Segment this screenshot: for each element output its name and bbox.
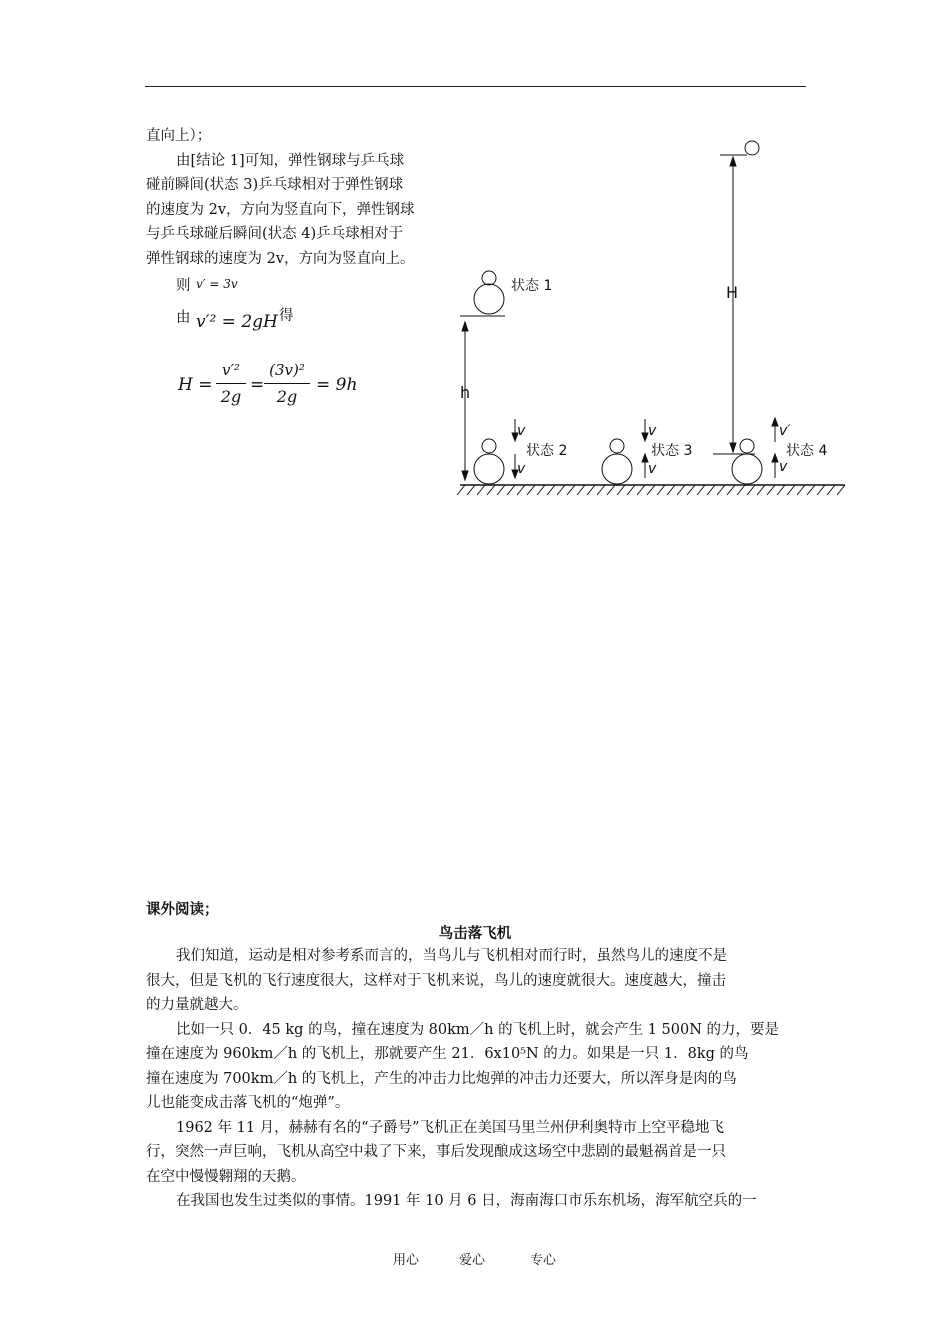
text-line: 碰前瞬间(状态 3)乒乓球相对于弹性钢球 xyxy=(146,177,404,193)
steel-ball-state3 xyxy=(602,454,632,484)
eq-rhs: = 9h xyxy=(316,375,358,395)
footer-text-a: 用心 xyxy=(393,1253,420,1268)
word-de: 得 xyxy=(279,308,294,324)
fraction-1-denominator: 2g xyxy=(220,387,242,406)
text-line: 直向上）； xyxy=(146,128,212,144)
text-line: 由[结论 1]可知，弹性钢球与乒乓球 xyxy=(176,152,405,169)
pingpong-ball-state4 xyxy=(740,439,754,453)
pingpong-ball-state2 xyxy=(482,439,496,453)
fraction-1-numerator: v′² xyxy=(222,361,240,379)
text-line: 很大，但是飞机的飞行速度很大，这样对于飞机来说，鸟儿的速度就很大。速度越大，撞击 xyxy=(146,972,726,989)
left-column-text xyxy=(146,124,451,271)
word-you: 由 xyxy=(176,310,191,326)
eq-lhs: H = xyxy=(178,375,213,395)
label-v: v xyxy=(779,459,788,475)
text-line: 行，突然一声巨响，飞机从高空中栽了下来，事后发现酿成这场空中悲剧的最魁祸首是一只 xyxy=(146,1144,726,1160)
section-heading: 课外阅读； xyxy=(146,902,219,918)
fraction-1 xyxy=(216,360,246,407)
text-line: 撞在速度为 960km／h 的飞机上，那就要产生 21．6x10⁵N 的力。如果是一只 1．8kg 的鸟 xyxy=(146,1046,749,1062)
label-v: v xyxy=(517,423,526,439)
equation-height xyxy=(178,360,368,420)
fraction-2-denominator: 2g xyxy=(276,387,298,406)
text-line: 1962 年 11 月，赫赫有名的“子爵号”飞机正在美国马里兰州伊利奥特市上空平稳地飞 xyxy=(176,1119,725,1136)
physics-diagram xyxy=(455,130,850,515)
article-title: 鸟击落飞机 xyxy=(438,926,512,942)
text-line: 儿也能变成击落飞机的“炮弹”。 xyxy=(146,1095,350,1111)
fraction-2 xyxy=(264,360,310,407)
pingpong-ball-state3 xyxy=(610,439,624,453)
equation-energy: v′² = 2gH xyxy=(196,312,278,332)
label-H: H xyxy=(726,283,739,302)
label-state1: 状态 1 xyxy=(511,278,553,294)
fraction-2-numerator: (3v)² xyxy=(269,361,305,379)
footer-text-b: 爱心 xyxy=(459,1253,486,1268)
label-h: h xyxy=(460,383,471,402)
pingpong-ball-top xyxy=(745,141,759,155)
label-v-prime: v′ xyxy=(779,423,791,439)
steel-ball-state4 xyxy=(732,454,762,484)
text-line: 的速度为 2v，方向为竖直向下，弹性钢球 xyxy=(146,201,415,218)
steel-ball-state1 xyxy=(474,284,504,314)
ground-hatching xyxy=(457,485,845,495)
equation-v-prime: v′ = 3v xyxy=(196,277,238,291)
equals-sign: = xyxy=(250,375,265,395)
text-line: 撞在速度为 700km／h 的飞机上，产生的冲击力比炮弹的冲击力还要大，所以浑身是肉的鸟 xyxy=(146,1070,737,1087)
text-line: 的力量就越大。 xyxy=(146,997,248,1013)
label-state2: 状态 2 xyxy=(526,443,568,459)
pingpong-ball-state1 xyxy=(482,271,496,285)
text-line: 弹性钢球的速度为 2v，方向为竖直向上。 xyxy=(146,250,415,267)
label-v: v xyxy=(648,423,657,439)
text-line: 我们知道，运动是相对参考系而言的，当鸟儿与飞机相对而行时，虽然鸟儿的速度不是 xyxy=(176,948,727,964)
label-v: v xyxy=(648,461,657,477)
text-line: 在我国也发生过类似的事情。1991 年 10 月 6 日，海南海口市乐东机场，海军航空兵的一 xyxy=(176,1193,757,1209)
article-body xyxy=(146,944,810,1214)
steel-ball-state2 xyxy=(474,454,504,484)
text-line: 与乒乓球碰后瞬间(状态 4)乒乓球相对于 xyxy=(146,226,404,242)
label-state4: 状态 4 xyxy=(786,443,828,459)
label-v: v xyxy=(517,461,526,477)
word-ze: 则 xyxy=(176,278,191,294)
text-line: 比如一只 0．45 kg 的鸟，撞在速度为 80km／h 的飞机上时，就会产生 1 500N 的力，要是 xyxy=(176,1021,780,1038)
text-line: 在空中慢慢翱翔的天鹅。 xyxy=(146,1168,306,1185)
header-rule xyxy=(145,86,806,87)
label-state3: 状态 3 xyxy=(651,443,693,459)
footer-text-c: 专心 xyxy=(530,1253,557,1268)
